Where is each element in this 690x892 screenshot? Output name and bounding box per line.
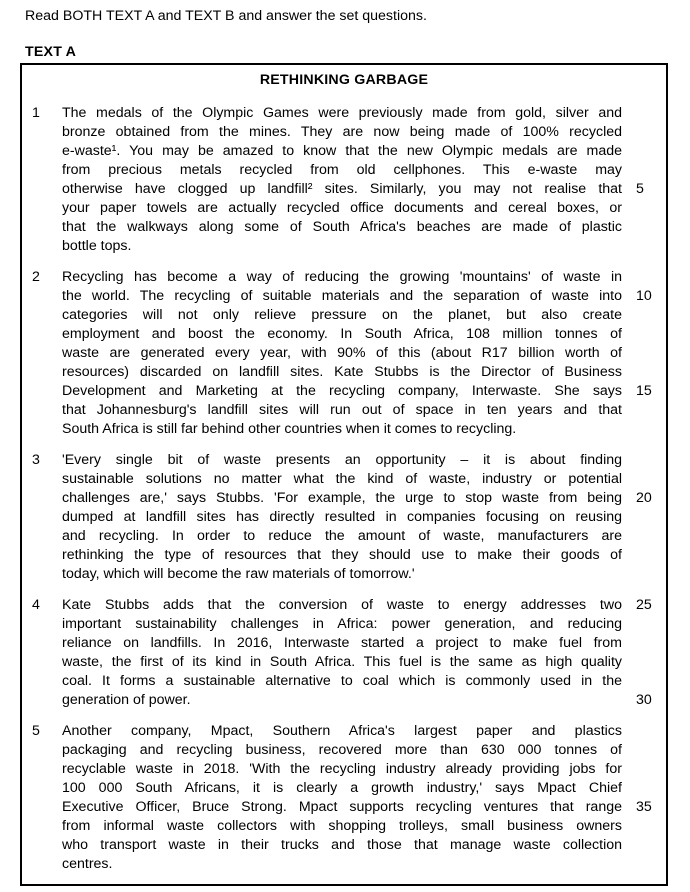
instruction-text: Read BOTH TEXT A and TEXT B and answer the set questions. [25, 8, 427, 24]
paragraph-1 [22, 104, 666, 256]
text-line: Development and Marketing at the recycling company, Interwaste. She says 15 [62, 383, 652, 399]
line-number-marker: 20 [636, 490, 652, 506]
text-line: 100 000 South Africans, it is clearly a growth industry,' says Mpact Chief [62, 780, 622, 796]
text-line: the world. The recycling of suitable materials and the separation of waste into 10 [62, 288, 652, 304]
text-line: your paper towels are actually recycled office documents and cereal boxes, or [62, 200, 622, 216]
text-line: from precious metals recycled from old cellphones. This e-waste may [62, 162, 622, 178]
text-line: waste are generated every year, with 90% of this (about R17 billion worth of [62, 345, 622, 361]
text-line: generation of power. 30 [62, 692, 652, 708]
text-line: rethinking the type of resources that they should use to make their goods of [62, 547, 622, 563]
text-line: categories will not only relieve pressure on the planet, but also create [62, 307, 622, 323]
paragraph-5 [22, 722, 666, 874]
text-line: resources) discarded on landfill sites. Kate Stubbs is the Director of Business [62, 364, 622, 380]
paragraph-lines [62, 268, 652, 439]
paragraph-lines [62, 451, 652, 584]
text-line: reliance on landfills. In 2016, Interwaste started a project to make fuel from [62, 635, 622, 651]
paragraph-lines [62, 104, 644, 256]
text-line: important sustainability challenges in Africa: power generation, and reducing [62, 616, 622, 632]
text-line: Executive Officer, Bruce Strong. Mpact supports recycling ventures that range 35 [62, 799, 652, 815]
text-line: dumped at landfill sites has directly resulted in companies focusing on reusing [62, 509, 622, 525]
text-line: who transport waste in their trucks and those that manage waste collection [62, 837, 622, 853]
text-line: employment and boost the economy. In South Africa, 108 million tonnes of [62, 326, 622, 342]
text-line: that the walkways along some of South Africa's beaches are made of plastic [62, 219, 622, 235]
text-line: today, which will become the raw materials of tomorrow.' [62, 566, 415, 582]
line-number-marker: 25 [636, 597, 652, 613]
line-number-marker: 30 [636, 692, 652, 708]
text-line: The medals of the Olympic Games were previously made from gold, silver and [62, 105, 622, 121]
paragraph-number: 1 [32, 105, 40, 121]
line-number-marker: 35 [636, 799, 652, 815]
text-line: otherwise have clogged up landfill² sites. Similarly, you may not realise that 5 [62, 181, 644, 197]
paragraph-lines [62, 596, 652, 710]
paragraph-number: 5 [32, 723, 40, 739]
text-line: e-waste¹. You may be amazed to know that the new Olympic medals are made [62, 143, 622, 159]
text-a-box [20, 63, 668, 886]
line-number-marker: 5 [636, 181, 644, 197]
paragraph-lines [62, 722, 652, 874]
paragraph-3 [22, 451, 666, 584]
text-line: Kate Stubbs adds that the conversion of waste to energy addresses two 25 [62, 597, 652, 613]
text-line: recyclable waste in 2018. 'With the recycling industry already providing jobs for [62, 761, 622, 777]
text-line: Recycling has become a way of reducing the growing 'mountains' of waste in [62, 269, 622, 285]
text-line: bronze obtained from the mines. They are now being made of 100% recycled [62, 124, 622, 140]
text-line: bottle tops. [62, 238, 132, 254]
text-line: South Africa is still far behind other countries when it comes to recycling. [62, 421, 517, 437]
text-line: Another company, Mpact, Southern Africa's largest paper and plastics [62, 723, 622, 739]
text-a-title: RETHINKING GARBAGE [259, 72, 429, 88]
text-line: challenges are,' says Stubbs. 'For example, the urge to stop waste from being 20 [62, 490, 652, 506]
text-line: packaging and recycling business, recovered more than 630 000 tonnes of [62, 742, 622, 758]
paragraph-number: 4 [32, 597, 40, 613]
text-line: sustainable solutions no matter what the kind of waste, industry or potential [62, 471, 622, 487]
paragraph-4 [22, 596, 666, 710]
text-line: waste, the first of its kind in South Africa. This fuel is the same as high quality [62, 654, 622, 670]
section-label-text-a: TEXT A [25, 44, 77, 60]
text-line: centres. [62, 856, 113, 872]
text-line: 'Every single bit of waste presents an opportunity – it is about finding [62, 452, 622, 468]
paragraphs-container [22, 104, 666, 874]
paragraph-2 [22, 268, 666, 439]
line-number-marker: 10 [636, 288, 652, 304]
paragraph-number: 2 [32, 269, 40, 285]
text-line: from informal waste collectors with shopping trolleys, small business owners [62, 818, 622, 834]
line-number-marker: 15 [636, 383, 652, 399]
paragraph-number: 3 [32, 452, 40, 468]
text-line: coal. It forms a sustainable alternative to coal which is commonly used in the [62, 673, 622, 689]
text-line: that Johannesburg's landfill sites will run out of space in ten years and that [62, 402, 622, 418]
text-line: and recycling. In order to reduce the amount of waste, manufacturers are [62, 528, 622, 544]
